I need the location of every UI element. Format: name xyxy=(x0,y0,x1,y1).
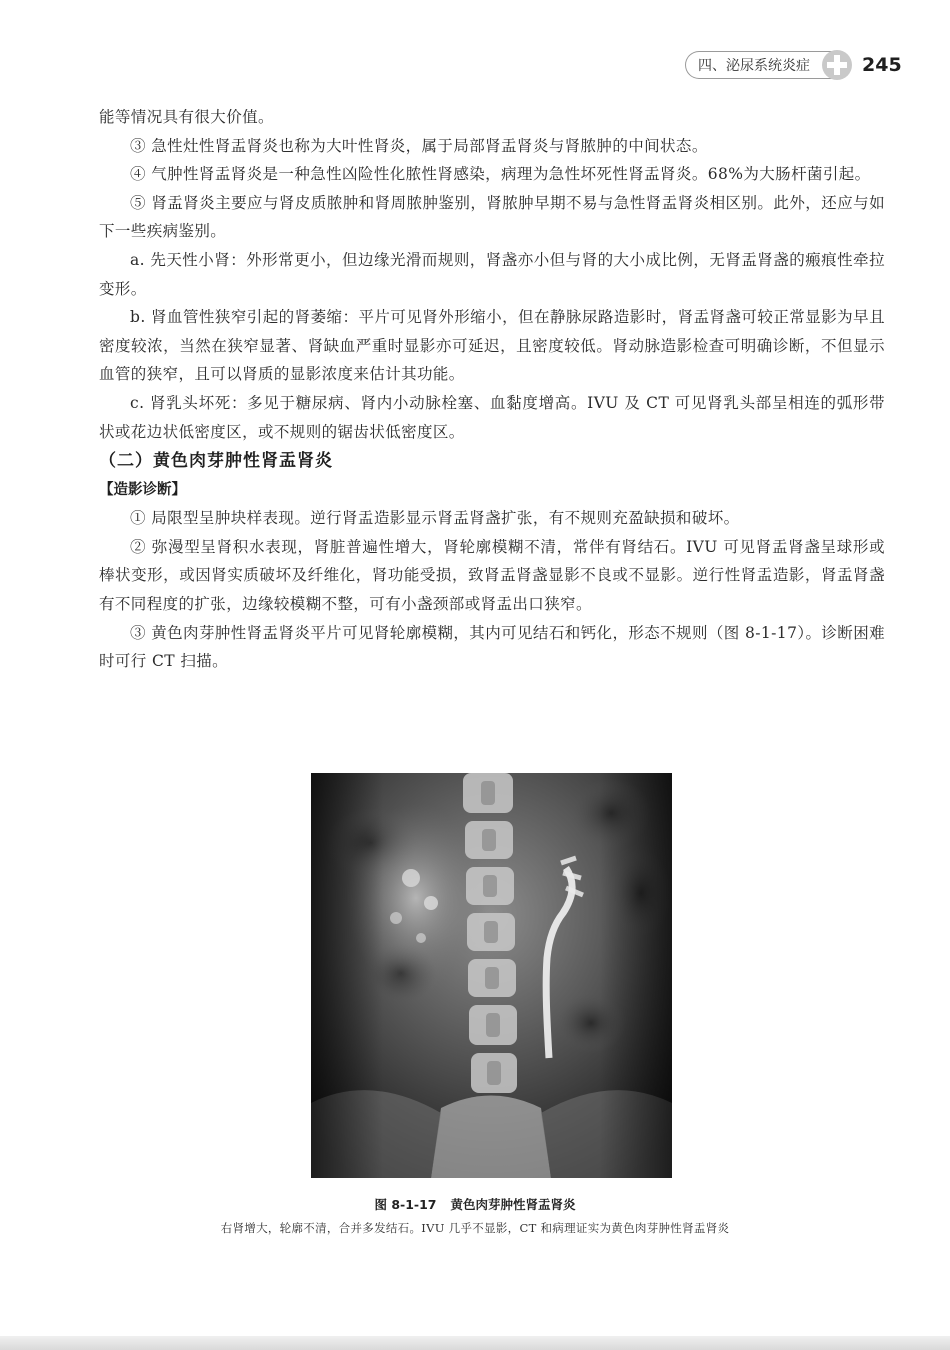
body-text xyxy=(99,103,885,676)
chapter-title: 四、泌尿系统炎症 xyxy=(698,58,810,74)
section-heading: （二）黄色肉芽肿性肾盂肾炎 xyxy=(99,451,333,472)
page-number: 245 xyxy=(862,54,902,76)
paragraph: c. 肾乳头坏死：多见于糖尿病、肾内小动脉栓塞、血黏度增高。IVU 及 CT 可见肾乳头部呈相连的弧形带状或花边状低密度区，或不规则的锯齿状低密度区。 xyxy=(99,393,885,441)
figure-number: 图 8-1-17 xyxy=(374,1197,437,1212)
figure-caption: 右肾增大，轮廓不清，合并多发结石。IVU 几乎不显影，CT 和病理证实为黄色肉芽肿性肾盂肾炎 xyxy=(220,1221,730,1235)
medical-cross-icon xyxy=(822,50,852,80)
figure-title-text: 黄色肉芽肿性肾盂肾炎 xyxy=(450,1197,576,1212)
running-header xyxy=(685,50,902,80)
figure-title xyxy=(0,1195,950,1213)
paragraph: ① 局限型呈肿块样表现。逆行肾盂造影显示肾盂肾盏扩张，有不规则充盈缺损和破坏。 xyxy=(130,509,740,528)
sub-heading: 【造影诊断】 xyxy=(99,482,186,499)
chapter-tab xyxy=(685,51,838,79)
xray-image xyxy=(311,773,672,1178)
paragraph: a. 先天性小肾：外形常更小，但边缘光滑而规则，肾盏亦小但与肾的大小成比例，无肾盂肾盏的瘢痕性牵拉变形。 xyxy=(99,250,885,298)
paragraph: ③ 急性灶性肾盂肾炎也称为大叶性肾炎，属于局部肾盂肾炎与肾脓肿的中间状态。 xyxy=(130,136,708,155)
paragraph: 能等情况具有很大价值。 xyxy=(99,108,274,126)
xray-illustration xyxy=(311,773,672,1178)
paragraph: ⑤ 肾盂肾炎主要应与肾皮质脓肿和肾周脓肿鉴别，肾脓肿早期不易与急性肾盂肾炎相区别。此外，还应与如下一些疾病鉴别。 xyxy=(99,193,885,241)
paragraph: ② 弥漫型呈肾积水表现，肾脏普遍性增大，肾轮廓模糊不清，常伴有肾结石。IVU 可见肾盂肾盏呈球形或棒状变形，或因肾实质破坏及纤维化，肾功能受损，致肾盂肾盏显影不良或不显影。逆行性肾盂造影，肾盂肾盏有不同程度的扩张，边缘较模糊不整，可有小盏颈部或肾盂出口狭窄。 xyxy=(99,537,885,613)
paragraph: ③ 黄色肉芽肿性肾盂肾炎平片可见肾轮廓模糊，其内可见结石和钙化，形态不规则（图 8-1-17）。诊断困难时可行 CT 扫描。 xyxy=(99,623,885,671)
paragraph: b. 肾血管性狭窄引起的肾萎缩：平片可见肾外形缩小，但在静脉尿路造影时，肾盂肾盏可较正常显影为早且密度较浓，当然在狭窄显著、肾缺血严重时显影亦可延迟，且密度较低。肾动脉造影检查可明确诊断，不但显示血管的狭窄，且可以肾质的显影浓度来估计其功能。 xyxy=(99,308,885,384)
paragraph: ④ 气肿性肾盂肾炎是一种急性凶险性化脓性肾感染，病理为急性坏死性肾盂肾炎。68%为大肠杆菌引起。 xyxy=(130,165,871,184)
page-edge-shadow xyxy=(0,1336,950,1350)
